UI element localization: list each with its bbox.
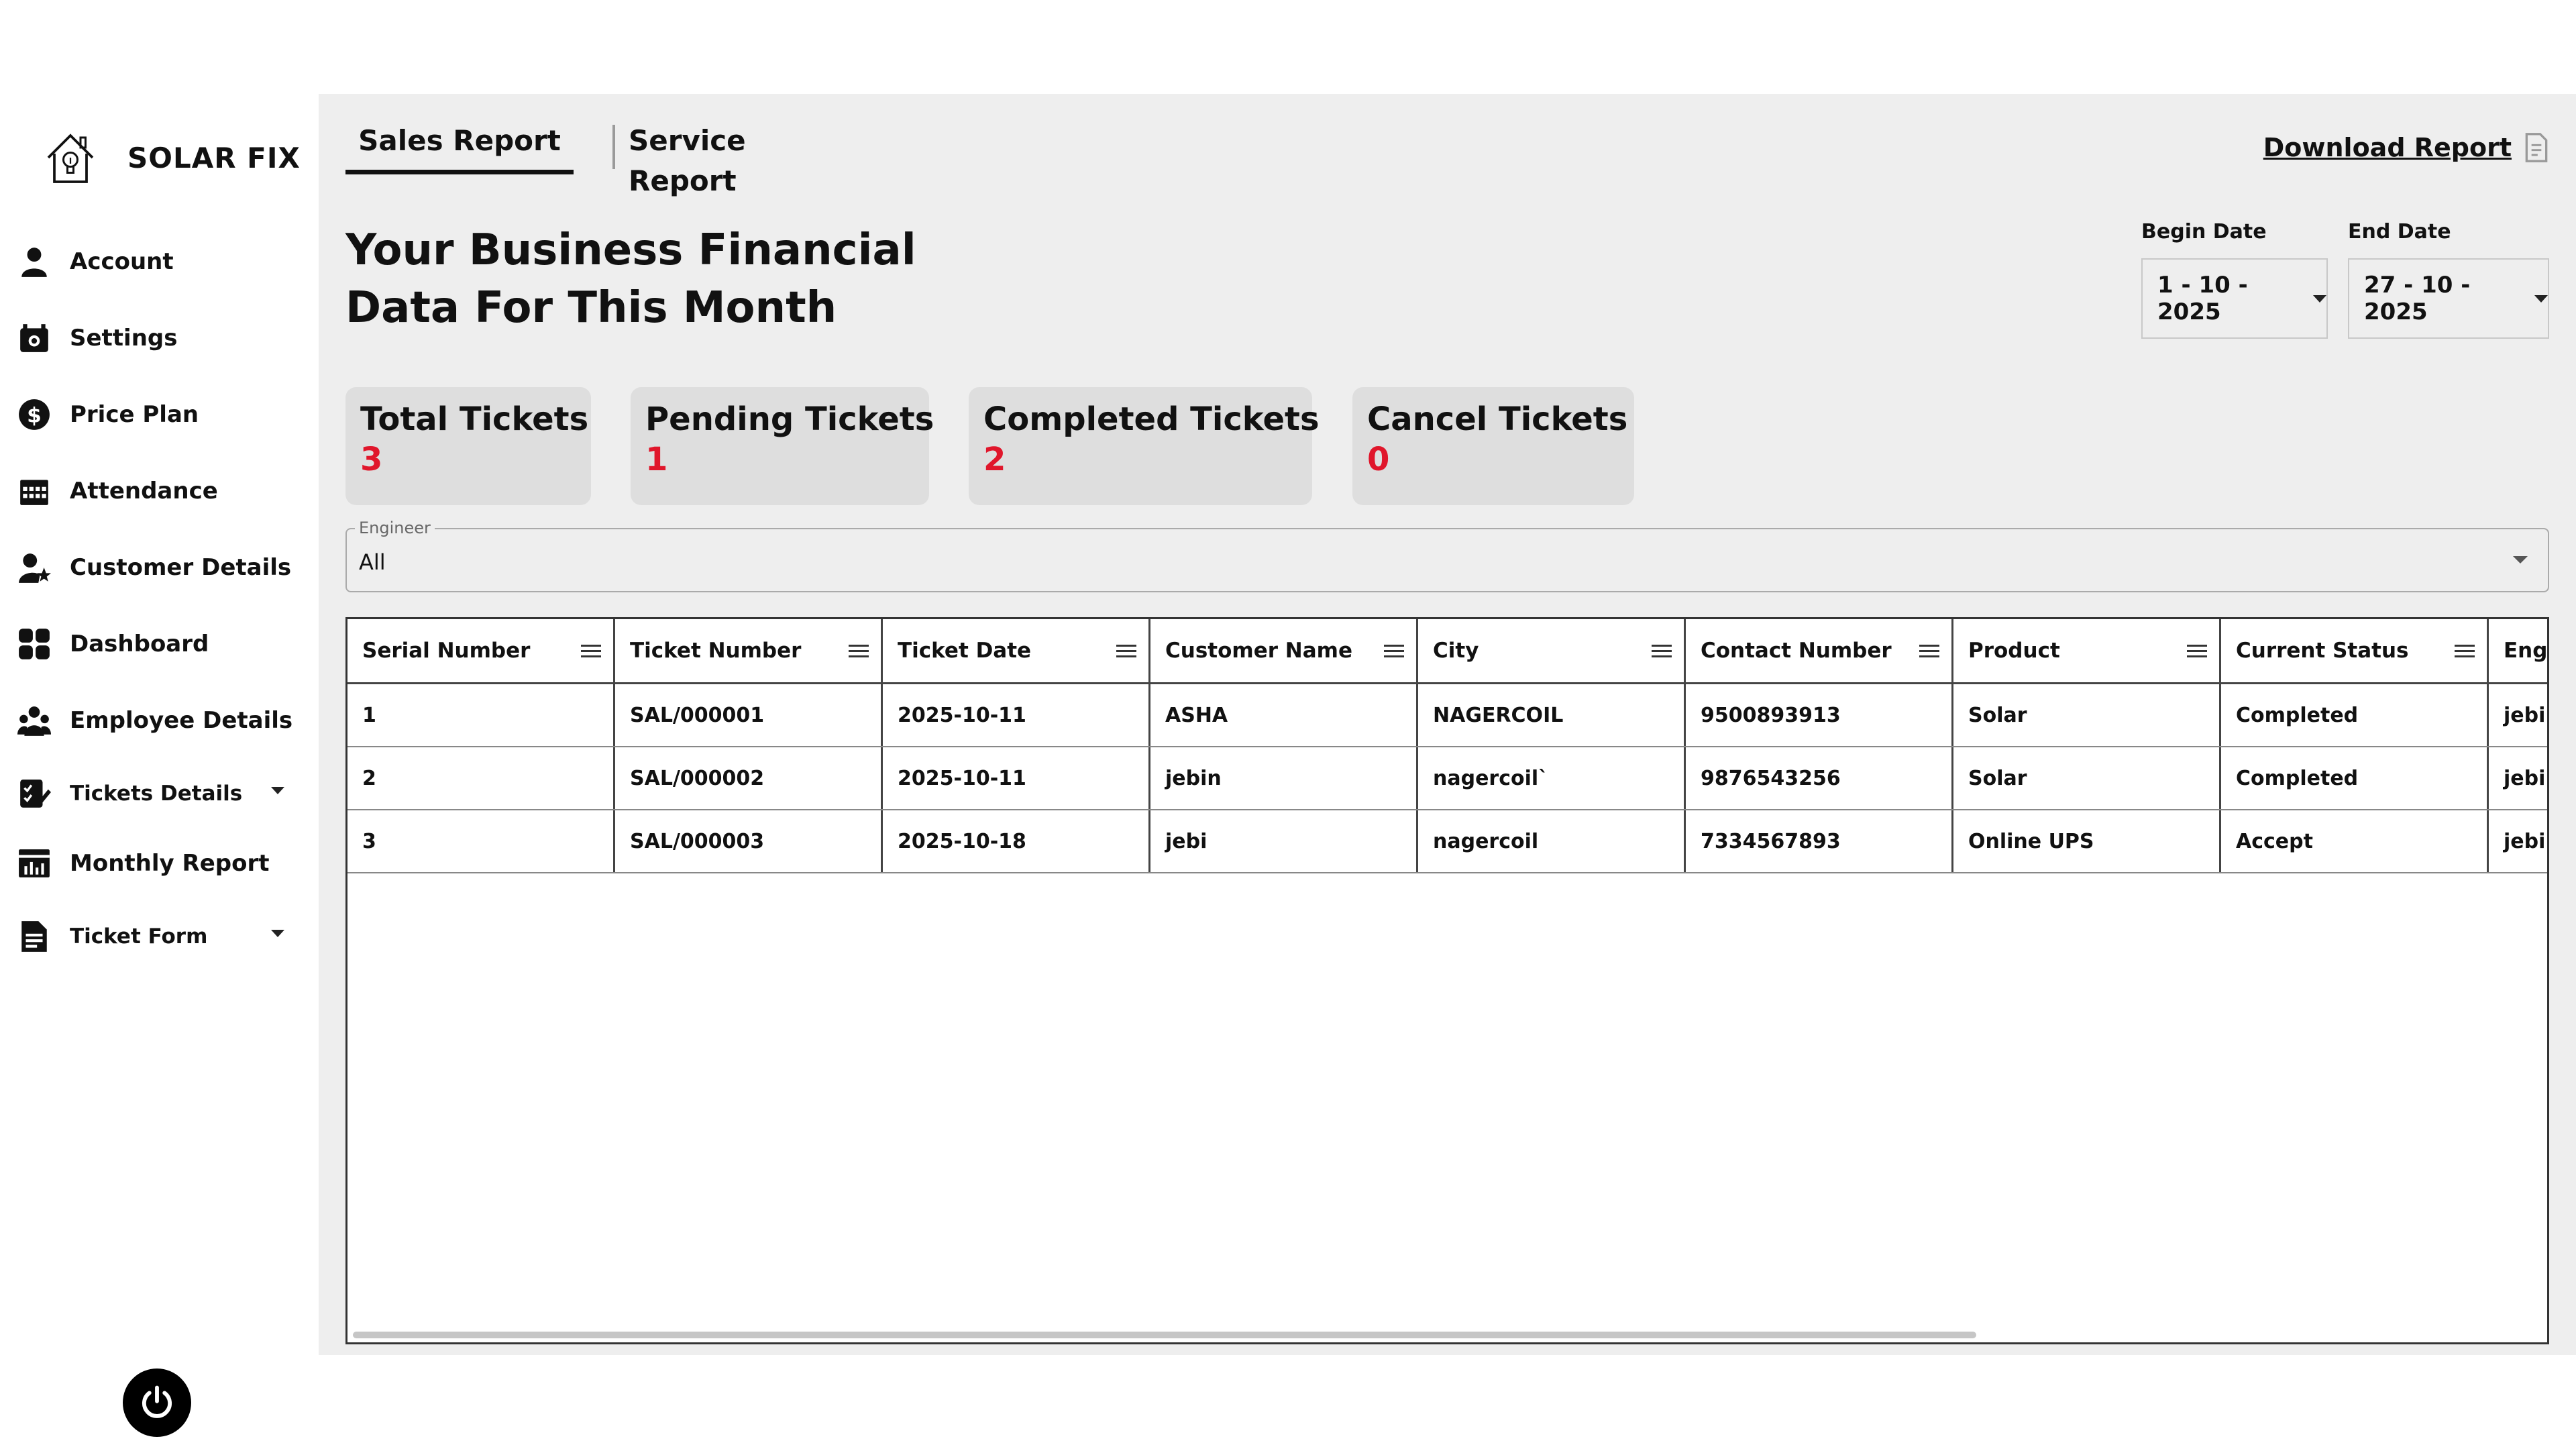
begin-date-label: Begin Date	[2141, 220, 2267, 244]
end-date-select[interactable]	[2348, 258, 2549, 339]
sidebar-item-attendance[interactable]	[16, 464, 305, 518]
sidebar-item-label: Customer Details	[70, 554, 292, 581]
table-cell: jebi	[2489, 747, 2549, 809]
brand-name: SOLAR FIX	[127, 141, 301, 174]
table-cell: Completed	[2221, 747, 2489, 809]
sidebar-item-label: Dashboard	[70, 631, 209, 657]
table-cell: jebi	[2489, 810, 2549, 872]
dollar-icon	[16, 396, 52, 433]
stat-card-title: Completed Tickets	[983, 400, 1320, 438]
stat-card-total-tickets	[345, 387, 591, 505]
column-menu-icon[interactable]	[1384, 645, 1404, 658]
download-report-link[interactable]	[2263, 133, 2549, 162]
stat-card-value: 2	[983, 441, 1006, 478]
table-cell: 1	[347, 684, 615, 746]
column-header[interactable]: City	[1418, 619, 1686, 682]
chevron-down-icon	[2534, 295, 2548, 303]
sidebar-item-tickets-details[interactable]	[16, 767, 305, 820]
main-panel	[319, 94, 2576, 1355]
dashboard-icon	[16, 626, 52, 662]
column-header[interactable]: Current Status	[2221, 619, 2489, 682]
column-menu-icon[interactable]	[2455, 645, 2475, 658]
download-report-label: Download Report	[2263, 133, 2512, 162]
table-header-row	[347, 619, 2549, 684]
power-button[interactable]	[123, 1368, 191, 1437]
chevron-down-icon	[2513, 556, 2528, 564]
table-cell: Accept	[2221, 810, 2489, 872]
begin-date-select[interactable]	[2141, 258, 2328, 339]
table-cell: Completed	[2221, 684, 2489, 746]
table-cell: Solar	[1953, 747, 2221, 809]
table-cell: 7334567893	[1686, 810, 1953, 872]
column-menu-icon[interactable]	[581, 645, 601, 658]
sidebar-item-label: Price Plan	[70, 401, 199, 428]
person-icon	[16, 244, 52, 280]
sidebar-item-dashboard[interactable]	[16, 617, 305, 671]
form-icon	[16, 918, 52, 955]
sidebar-item-price-plan[interactable]	[16, 388, 305, 441]
tab-service-report[interactable]: Service Report	[629, 124, 746, 197]
begin-date-value: 1 - 10 - 2025	[2157, 272, 2248, 325]
table-row[interactable]	[347, 810, 2549, 873]
svg-text:$: $	[27, 403, 42, 428]
sidebar-item-employee-details[interactable]	[16, 694, 305, 747]
report-icon	[16, 845, 52, 881]
engineer-select-value: All	[359, 549, 386, 575]
table-cell: jebin	[1150, 747, 1418, 809]
calendar-icon	[16, 473, 52, 509]
settings-icon	[16, 320, 52, 356]
column-menu-icon[interactable]	[2187, 645, 2207, 658]
solar-house-logo-icon	[40, 127, 101, 188]
sidebar-item-label: Settings	[70, 325, 178, 352]
sidebar-item-label: Employee Details	[70, 707, 293, 734]
table-cell: 3	[347, 810, 615, 872]
tickets-table	[345, 617, 2549, 1344]
chevron-down-icon[interactable]	[271, 930, 284, 937]
table-cell: 2025-10-11	[883, 747, 1150, 809]
stat-card-title: Total Tickets	[360, 400, 589, 438]
end-date-label: End Date	[2348, 220, 2451, 244]
table-row[interactable]	[347, 684, 2549, 747]
engineer-select[interactable]	[345, 519, 2549, 592]
sidebar	[0, 94, 319, 1355]
stat-card-cancel-tickets	[1352, 387, 1634, 505]
column-header[interactable]: Contact Number	[1686, 619, 1953, 682]
sidebar-item-account[interactable]	[16, 235, 305, 288]
employees-icon	[16, 702, 52, 739]
chevron-down-icon	[2313, 295, 2326, 303]
column-menu-icon[interactable]	[1652, 645, 1672, 658]
table-row[interactable]	[347, 747, 2549, 810]
stat-card-title: Cancel Tickets	[1367, 400, 1628, 438]
stat-card-title: Pending Tickets	[645, 400, 934, 438]
stat-card-value: 1	[645, 441, 668, 478]
table-cell: 2	[347, 747, 615, 809]
page-title-line-2: Data For This Month	[345, 283, 837, 333]
table-cell: jebi	[1150, 810, 1418, 872]
top-bar	[0, 0, 2576, 94]
table-cell: nagercoil	[1418, 810, 1686, 872]
table-cell: 2025-10-11	[883, 684, 1150, 746]
column-menu-icon[interactable]	[1116, 645, 1136, 658]
column-menu-icon[interactable]	[1919, 645, 1939, 658]
sidebar-item-customer-details[interactable]	[16, 541, 305, 594]
table-cell: Online UPS	[1953, 810, 2221, 872]
stat-card-value: 0	[1367, 441, 1390, 478]
column-header[interactable]: Customer Name	[1150, 619, 1418, 682]
horizontal-scrollbar[interactable]	[353, 1332, 1976, 1338]
table-cell: 2025-10-18	[883, 810, 1150, 872]
sidebar-item-label: Attendance	[70, 478, 218, 504]
table-cell: NAGERCOIL	[1418, 684, 1686, 746]
tickets-table-body	[347, 619, 2549, 873]
column-header[interactable]: Ticket Number	[615, 619, 883, 682]
page-title-line-1: Your Business Financial	[345, 225, 916, 275]
sidebar-item-label: Ticket Form	[70, 924, 208, 949]
table-cell: Solar	[1953, 684, 2221, 746]
table-cell: 9876543256	[1686, 747, 1953, 809]
chevron-down-icon[interactable]	[271, 787, 284, 794]
sidebar-item-settings[interactable]	[16, 311, 305, 365]
table-cell: SAL/000003	[615, 810, 883, 872]
sidebar-item-label: Tickets Details	[70, 782, 243, 806]
brand[interactable]	[40, 127, 301, 188]
stat-card-value: 3	[360, 441, 383, 478]
table-cell: SAL/000001	[615, 684, 883, 746]
table-cell: 9500893913	[1686, 684, 1953, 746]
power-icon	[139, 1385, 175, 1421]
column-header[interactable]: Eng	[2489, 619, 2549, 682]
table-cell: nagercoil`	[1418, 747, 1686, 809]
stat-card-completed-tickets	[969, 387, 1320, 505]
tab-sales-report[interactable]: Sales Report	[345, 121, 574, 174]
sidebar-item-label: Account	[70, 248, 174, 275]
stat-card-pending-tickets	[631, 387, 934, 505]
table-cell: jebi	[2489, 684, 2549, 746]
column-header[interactable]: Product	[1953, 619, 2221, 682]
sidebar-item-ticket-form[interactable]	[16, 910, 305, 963]
engineer-select-label: Engineer	[355, 519, 435, 537]
tab-divider	[612, 125, 615, 169]
sidebar-item-monthly-report[interactable]	[16, 837, 305, 890]
page-title	[345, 221, 949, 337]
customer-icon	[16, 549, 52, 586]
column-header[interactable]: Ticket Date	[883, 619, 1150, 682]
table-cell: SAL/000002	[615, 747, 883, 809]
sidebar-item-label: Monthly Report	[70, 850, 270, 877]
file-download-icon	[2524, 133, 2549, 162]
column-header[interactable]: Serial Number	[347, 619, 615, 682]
end-date-value: 27 - 10 - 2025	[2364, 272, 2471, 325]
ticket-icon	[16, 775, 52, 812]
table-cell: ASHA	[1150, 684, 1418, 746]
column-menu-icon[interactable]	[849, 645, 869, 658]
